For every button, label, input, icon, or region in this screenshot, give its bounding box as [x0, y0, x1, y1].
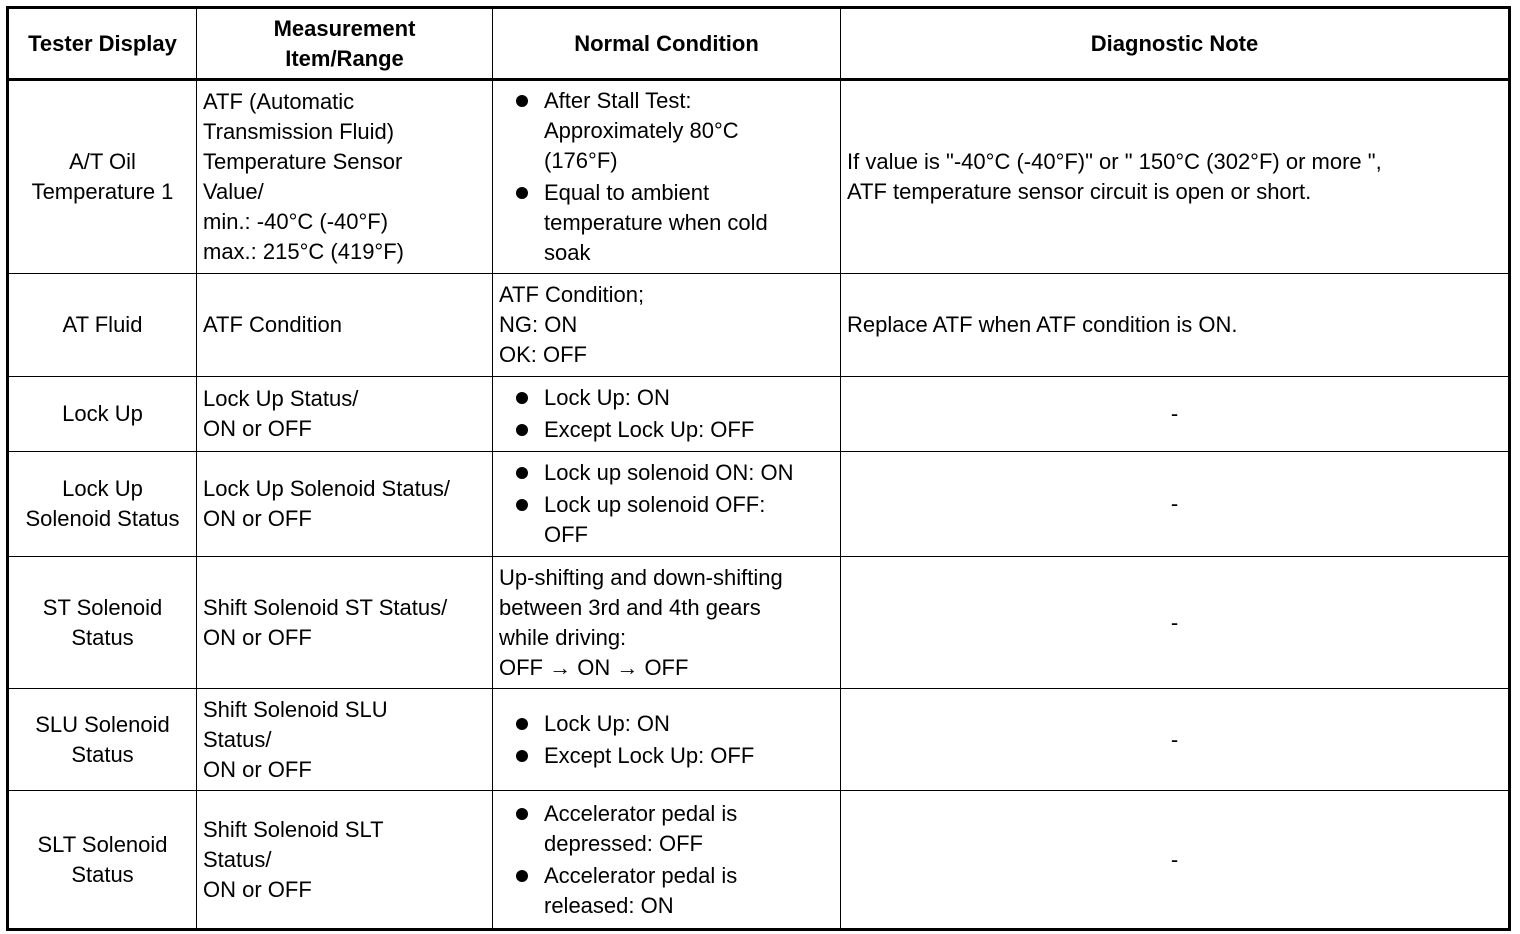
cell-tester-display: SLU Solenoid Status	[8, 689, 197, 791]
bullet-icon	[516, 718, 528, 730]
cell-measurement: Shift Solenoid SLU Status/ ON or OFF	[197, 689, 493, 791]
bullet-icon	[516, 467, 528, 479]
cell-diagnostic-note: Replace ATF when ATF condition is ON.	[841, 274, 1510, 377]
header-diagnostic-note: Diagnostic Note	[841, 8, 1510, 80]
list-item	[499, 861, 834, 921]
cell-diagnostic-note: -	[841, 689, 1510, 791]
cell-normal-condition	[493, 791, 841, 930]
cell-diagnostic-note: If value is "-40°C (-40°F)" or " 150°C (302°F) or more ", ATF temperature sensor circuit is open or short.	[841, 80, 1510, 274]
cell-measurement: Shift Solenoid SLT Status/ ON or OFF	[197, 791, 493, 930]
cell-diagnostic-note: -	[841, 557, 1510, 689]
list-item	[499, 709, 834, 739]
bullet-text: Except Lock Up: OFF	[544, 742, 755, 768]
table-row	[8, 557, 1510, 689]
table-row	[8, 80, 1510, 274]
bullet-text: Lock up solenoid ON: ON	[544, 460, 794, 485]
bullet-list	[499, 383, 834, 445]
header-measurement: Measurement Item/Range	[197, 8, 493, 80]
list-item	[499, 86, 834, 176]
bullet-icon	[516, 808, 528, 820]
bullet-icon	[516, 187, 528, 199]
cell-normal-condition	[493, 452, 841, 557]
bullet-text: Equal to ambient temperature when cold soak	[544, 180, 768, 265]
cell-tester-display: Lock Up Solenoid Status	[8, 452, 197, 557]
bullet-icon	[516, 95, 528, 107]
table-row	[8, 377, 1510, 452]
cell-diagnostic-note: -	[841, 791, 1510, 930]
bullet-list	[499, 799, 834, 921]
list-item	[499, 383, 834, 413]
cell-measurement: ATF Condition	[197, 274, 493, 377]
table-row	[8, 791, 1510, 930]
bullet-text: Lock Up: ON	[544, 710, 670, 736]
bullet-text: Accelerator pedal is depressed: OFF	[544, 800, 738, 856]
header-tester-display: Tester Display	[8, 8, 197, 80]
bullet-icon	[516, 424, 528, 436]
cell-tester-display: SLT Solenoid Status	[8, 791, 197, 930]
bullet-text: Lock Up: ON	[544, 385, 670, 410]
list-item	[499, 741, 834, 771]
bullet-list	[499, 86, 834, 268]
bullet-text: After Stall Test: Approximately 80°C (176°F)	[544, 88, 739, 173]
cell-measurement: Shift Solenoid ST Status/ ON or OFF	[197, 557, 493, 689]
cell-measurement: ATF (Automatic Transmission Fluid) Temperature Sensor Value/ min.: -40°C (-40°F) max.: 215°C (419°F)	[197, 80, 493, 274]
table-row	[8, 274, 1510, 377]
bullet-list	[499, 709, 834, 771]
list-item	[499, 490, 834, 550]
header-row	[8, 8, 1510, 80]
cell-tester-display: ST Solenoid Status	[8, 557, 197, 689]
cell-measurement: Lock Up Solenoid Status/ ON or OFF	[197, 452, 493, 557]
cell-normal-condition	[493, 689, 841, 791]
header-normal-condition: Normal Condition	[493, 8, 841, 80]
cell-normal-condition: ATF Condition; NG: ON OK: OFF	[493, 274, 841, 377]
cell-normal-condition: Up-shifting and down-shifting between 3rd and 4th gears while driving: OFF → ON → OFF	[493, 557, 841, 689]
cell-measurement: Lock Up Status/ ON or OFF	[197, 377, 493, 452]
cell-diagnostic-note: -	[841, 452, 1510, 557]
bullet-icon	[516, 870, 528, 882]
list-item	[499, 458, 834, 488]
bullet-icon	[516, 750, 528, 762]
cell-diagnostic-note: -	[841, 377, 1510, 452]
bullet-text: Lock up solenoid OFF: OFF	[544, 492, 766, 547]
list-item	[499, 415, 834, 445]
cell-tester-display: AT Fluid	[8, 274, 197, 377]
bullet-icon	[516, 499, 528, 511]
bullet-icon	[516, 392, 528, 404]
bullet-text: Except Lock Up: OFF	[544, 417, 755, 442]
cell-normal-condition	[493, 80, 841, 274]
cell-tester-display: A/T Oil Temperature 1	[8, 80, 197, 274]
tester-display-table	[6, 6, 1511, 931]
table-row	[8, 452, 1510, 557]
list-item	[499, 178, 834, 268]
table-row	[8, 689, 1510, 791]
bullet-list	[499, 458, 834, 550]
list-item	[499, 799, 834, 859]
bullet-text: Accelerator pedal is released: ON	[544, 862, 738, 918]
cell-tester-display: Lock Up	[8, 377, 197, 452]
cell-normal-condition	[493, 377, 841, 452]
